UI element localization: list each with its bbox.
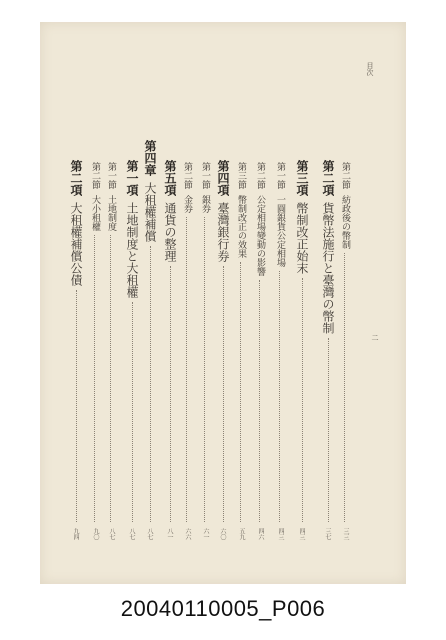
toc-page-number: 六一: [202, 528, 209, 540]
toc-title: 貨幣法施行と臺灣の幣制: [321, 202, 335, 334]
toc-title: 大租權補償: [143, 182, 157, 242]
toc-title: 臺灣銀行券: [216, 202, 230, 262]
toc-title: 公定相場變動の影響: [255, 195, 265, 276]
toc-title: 土地制度と大租權: [125, 202, 139, 298]
dot-leader: [223, 266, 224, 522]
toc-label: 第二節: [90, 162, 100, 189]
toc-title: 幣制改正の效果: [236, 195, 246, 258]
toc-title: 土地制度: [106, 195, 116, 231]
dot-leader: [328, 338, 329, 522]
dot-leader: [110, 235, 111, 522]
dot-leader: [259, 280, 260, 522]
toc-title: 幣制改正始末: [295, 202, 309, 274]
dot-leader: [186, 217, 187, 522]
toc-page-number: 四三: [277, 528, 284, 540]
toc-page-number: 九〇: [92, 528, 99, 540]
toc-page-number: 三三: [342, 528, 349, 540]
toc-title: 大小租權: [90, 195, 100, 231]
toc-label: 第一項: [125, 160, 139, 196]
dot-leader: [279, 271, 280, 522]
toc-title: 通貨の整理: [163, 202, 177, 262]
dot-leader: [132, 302, 133, 522]
toc-label: 第二節: [182, 162, 192, 189]
running-head: 目次: [366, 62, 374, 76]
toc-label: 第一節: [275, 162, 285, 189]
toc-label: 第二項: [69, 160, 83, 196]
toc-title: 紡政後の幣制: [340, 195, 350, 249]
toc-page-number: 六六: [184, 528, 191, 540]
toc-title: 一圓銀貨公定相場: [275, 195, 285, 267]
toc-label: 第二項: [321, 160, 335, 196]
dot-leader: [94, 235, 95, 522]
toc-title: 金券: [182, 195, 192, 213]
toc-label: 第一節: [106, 162, 116, 189]
toc-page-number: 八一: [166, 528, 173, 540]
toc-label: 第五項: [163, 160, 177, 196]
image-caption: 20040110005_P006: [120, 596, 326, 621]
toc-page-number: 八七: [146, 528, 153, 540]
toc-page-number: 六〇: [219, 528, 226, 540]
toc-title: 銀券: [200, 195, 210, 213]
dot-leader: [302, 278, 303, 522]
toc-page-number: 八七: [128, 528, 135, 540]
toc-label: 第四章: [143, 140, 157, 176]
toc-label: 第三項: [295, 160, 309, 196]
toc-title: 大租權補償公債: [69, 202, 83, 286]
toc-page-number: 三七: [324, 528, 331, 540]
toc-page-number: 四六: [257, 528, 264, 540]
page-mark: 二: [371, 334, 379, 341]
dot-leader: [204, 217, 205, 522]
dot-leader: [76, 290, 77, 522]
toc-label: 第一節: [200, 162, 210, 189]
toc-label: 第二節: [255, 162, 265, 189]
toc-page-number: 五九: [238, 528, 245, 540]
toc-page-number: 八七: [108, 528, 115, 540]
dot-leader: [150, 246, 151, 522]
dot-leader: [240, 262, 241, 522]
book-page: [40, 22, 406, 584]
toc-label: 第四項: [216, 160, 230, 196]
dot-leader: [170, 266, 171, 522]
dot-leader: [344, 253, 345, 522]
toc-label: 第三節: [236, 162, 246, 189]
toc-page-number: 九四: [72, 528, 79, 540]
toc-page-number: 四三: [298, 528, 305, 540]
toc-label: 第二節: [340, 162, 350, 189]
